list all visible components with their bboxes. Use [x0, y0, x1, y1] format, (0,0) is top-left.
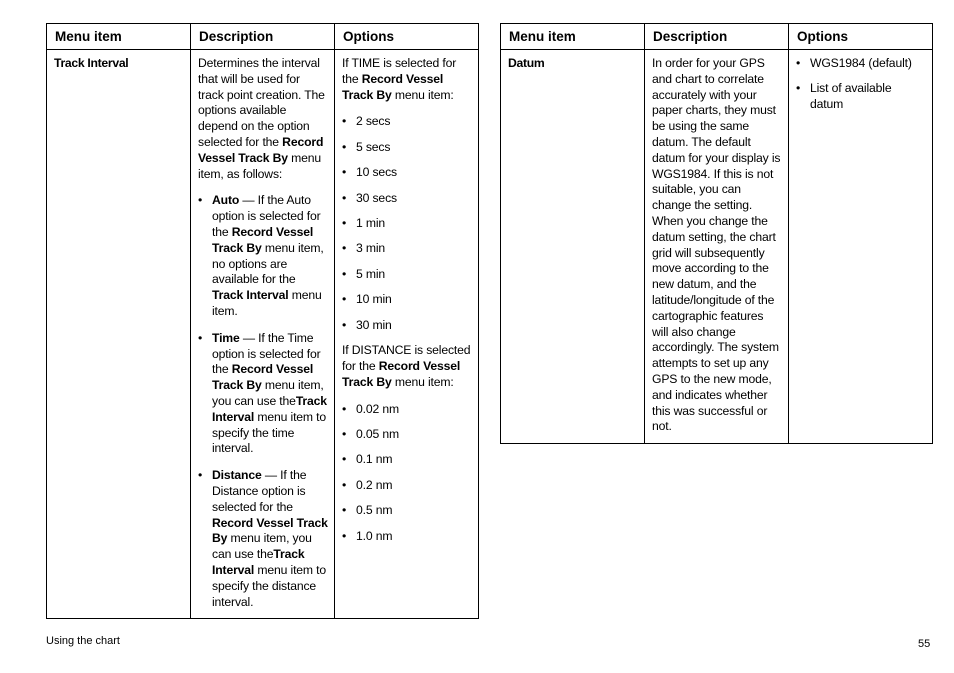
list-item: • 5 secs	[342, 140, 472, 156]
list-item: • 10 secs	[342, 165, 472, 181]
options-cell	[789, 50, 933, 444]
description-intro: Determines the interval that will be used for track point creation. The options available depend on the option selected for the Record Vessel Track By menu item, as follows:	[198, 56, 325, 181]
table-row	[501, 50, 933, 444]
header-description: Description	[645, 24, 789, 50]
list-item: • WGS1984 (default)	[796, 56, 926, 72]
header-row	[501, 24, 933, 50]
datum-options-list	[796, 56, 926, 112]
time-options-list	[342, 114, 472, 333]
list-item: • 0.02 nm	[342, 402, 472, 418]
options-cell	[335, 50, 479, 619]
list-item: • List of available datum	[796, 81, 926, 113]
right-table	[500, 23, 933, 444]
list-item: • 0.1 nm	[342, 452, 472, 468]
description-cell	[191, 50, 335, 619]
header-options: Options	[789, 24, 933, 50]
header-options: Options	[335, 24, 479, 50]
list-item: • Distance — If the Distance option is selected for the Record Vessel Track By menu item, you can use theTrack Interval menu item to specify the distance interval.	[198, 468, 328, 610]
header-row	[47, 24, 479, 50]
time-options-intro: If TIME is selected for the Record Vessel Track By menu item:	[342, 56, 457, 102]
description-bullets	[198, 193, 328, 610]
list-item: • 0.2 nm	[342, 478, 472, 494]
header-description: Description	[191, 24, 335, 50]
list-item: • 30 min	[342, 318, 472, 334]
list-item: • 2 secs	[342, 114, 472, 130]
list-item: • 5 min	[342, 267, 472, 283]
list-item: • 10 min	[342, 292, 472, 308]
distance-options-intro: If DISTANCE is selected for the Record Vessel Track By menu item:	[342, 343, 471, 389]
list-item: • 1.0 nm	[342, 529, 472, 545]
menu-item-cell: Track Interval	[47, 50, 191, 619]
table-row	[47, 50, 479, 619]
left-table	[46, 23, 479, 619]
list-item: • 0.5 nm	[342, 503, 472, 519]
distance-options-list	[342, 402, 472, 545]
list-item: • Time — If the Time option is selected for the Record Vessel Track By menu item, you can use theTrack Interval menu item to specify the time interval.	[198, 331, 328, 457]
footer-section-title: Using the chart	[46, 635, 120, 647]
list-item: • Auto — If the Auto option is selected for the Record Vessel Track By menu item, no options are available for the Track Interval menu item.	[198, 193, 328, 319]
list-item: • 3 min	[342, 241, 472, 257]
list-item: • 30 secs	[342, 191, 472, 207]
header-menu-item: Menu item	[47, 24, 191, 50]
description-cell: In order for your GPS and chart to correlate accurately with your paper charts, they must be using the same datum. The default datum for your display is WGS1984. If this is not suitable, you can change the setting. When you change the datum setting, the chart grid will subsequently move according to the new datum, and the latitude/longitude of the cartographic features will also change accordingly. The system attempts to set up any GPS to the new mode, and indicates whether this was successful or not.	[645, 50, 789, 444]
list-item: • 1 min	[342, 216, 472, 232]
menu-item-cell: Datum	[501, 50, 645, 444]
list-item: • 0.05 nm	[342, 427, 472, 443]
header-menu-item: Menu item	[501, 24, 645, 50]
page-number: 55	[918, 638, 931, 650]
